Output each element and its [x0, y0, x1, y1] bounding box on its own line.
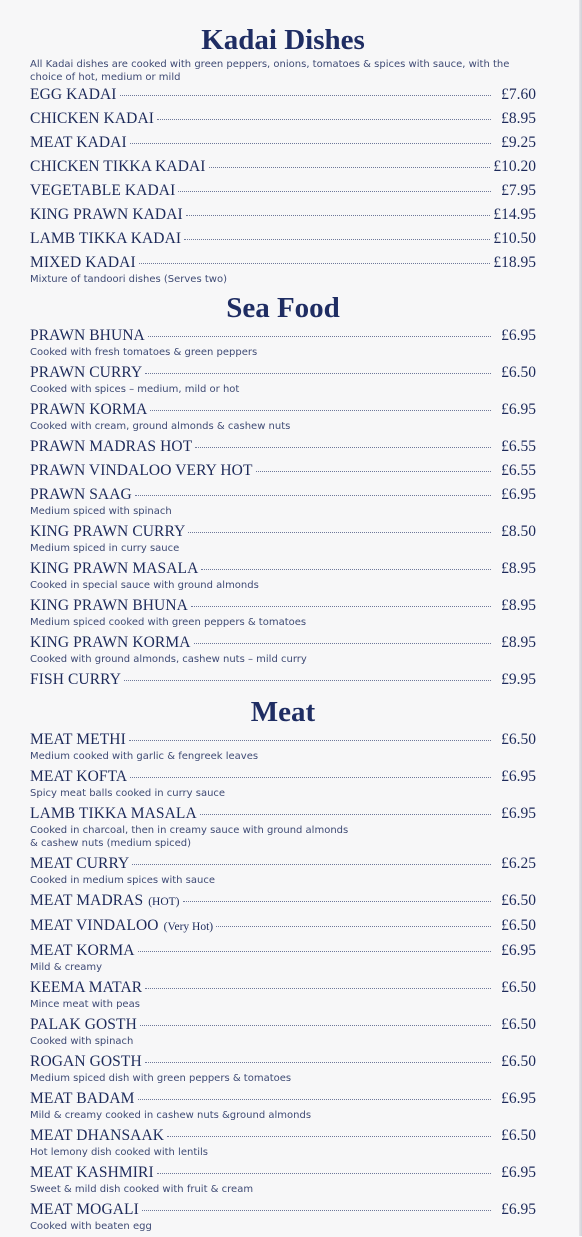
dot-leader [186, 215, 491, 216]
menu-item-row [30, 253, 536, 273]
dot-leader [145, 373, 491, 374]
dish-price: £6.95 [501, 401, 536, 418]
menu-item [30, 1126, 536, 1159]
dish-description: Cooked with ground almonds, cashew nuts – mild curry [30, 654, 307, 665]
dish-description: Cooked in special sauce with ground almonds [30, 580, 259, 591]
menu-item-row [30, 633, 536, 653]
menu-item [30, 1163, 536, 1196]
dish-price: £8.95 [501, 634, 536, 651]
menu-item [30, 633, 536, 666]
menu-item [30, 559, 536, 592]
dot-leader [183, 901, 491, 902]
menu-item-row [30, 1163, 536, 1183]
dish-description: Medium spiced dish with green peppers & tomatoes [30, 1073, 292, 1084]
dish-price: £7.95 [501, 182, 536, 199]
menu-item [30, 1089, 536, 1122]
section-title: Meat [250, 696, 316, 728]
dish-description: Cooked with spinach [30, 1036, 134, 1047]
menu-item [30, 730, 536, 763]
dish-price: £10.50 [493, 230, 536, 247]
dot-leader [200, 814, 491, 815]
dish-price: £18.95 [493, 254, 536, 271]
menu-item-row [30, 916, 536, 937]
dish-name: KING PRAWN BHUNA [30, 597, 188, 614]
menu-item [30, 916, 536, 937]
dish-price: £7.60 [501, 86, 536, 103]
menu-item [30, 109, 536, 129]
dish-name: LAMB TIKKA KADAI [30, 230, 182, 247]
menu-item-row [30, 1052, 536, 1072]
dish-price: £6.55 [501, 462, 536, 479]
dish-description: Mixture of tandoori dishes (Serves two) [30, 274, 227, 285]
menu-item [30, 1200, 536, 1233]
dish-price: £9.25 [501, 134, 536, 151]
dot-leader [150, 410, 491, 411]
menu-item [30, 767, 536, 800]
menu-item-row [30, 941, 536, 961]
dish-name: PRAWN VINDALOO VERY HOT [30, 462, 253, 479]
dot-leader [145, 988, 491, 989]
menu-item-row [30, 85, 536, 105]
menu-item-row [30, 1126, 536, 1146]
dish-price: £6.95 [501, 1090, 536, 1107]
menu-item [30, 804, 536, 850]
menu-item-row [30, 326, 536, 346]
menu-item [30, 326, 536, 359]
menu-item-row [30, 157, 536, 177]
dot-leader [216, 926, 491, 927]
menu-item [30, 1015, 536, 1048]
menu-item-row [30, 804, 536, 824]
menu-item-row [30, 1015, 536, 1035]
dot-leader [132, 864, 491, 865]
dish-description: Cooked with fresh tomatoes & green peppers [30, 347, 258, 358]
dish-heat-note: (Very Hot) [163, 921, 214, 933]
dish-description: Cooked in medium spices with sauce [30, 875, 215, 886]
menu-item [30, 941, 536, 974]
dot-leader [256, 471, 491, 472]
dish-price: £6.50 [501, 892, 536, 909]
dish-description: Mild & creamy [30, 962, 103, 973]
menu-item-row [30, 670, 536, 690]
dish-name: LAMB TIKKA MASALA [30, 805, 197, 822]
menu-item [30, 363, 536, 396]
dish-price: £6.95 [501, 327, 536, 344]
menu-item [30, 253, 536, 286]
dot-leader [124, 680, 491, 681]
dish-name: MEAT KASHMIRI [30, 1164, 154, 1181]
menu-item [30, 205, 536, 225]
menu-item-row [30, 767, 536, 787]
dish-price: £6.50 [501, 917, 536, 934]
menu-item [30, 522, 536, 555]
dot-leader [130, 777, 491, 778]
dish-name: PRAWN SAAG [30, 486, 132, 503]
dish-price: £6.50 [501, 1053, 536, 1070]
dish-name: VEGETABLE KADAI [30, 182, 176, 199]
menu-item-row [30, 559, 536, 579]
menu-item-row [30, 437, 536, 457]
dish-price: £14.95 [493, 206, 536, 223]
menu-item-row [30, 109, 536, 129]
dish-name: MEAT DHANSAAK [30, 1127, 165, 1144]
dish-price: £8.95 [501, 597, 536, 614]
menu-item-row [30, 978, 536, 998]
menu-item-row [30, 363, 536, 383]
dot-leader [148, 336, 491, 337]
dish-name: KING PRAWN KORMA [30, 634, 191, 651]
menu-item [30, 461, 536, 481]
dish-name: MEAT KADAI [30, 134, 127, 151]
menu-item [30, 670, 536, 690]
section-title: Sea Food [226, 292, 340, 324]
dot-leader [139, 263, 491, 264]
dish-price: £8.95 [501, 110, 536, 127]
dish-name: KING PRAWN MASALA [30, 560, 199, 577]
dish-price: £6.95 [501, 768, 536, 785]
menu-item-row [30, 891, 536, 912]
dot-leader [191, 606, 491, 607]
dish-description: Mince meat with peas [30, 999, 140, 1010]
dot-leader [138, 951, 492, 952]
dish-price: £6.95 [501, 1201, 536, 1218]
menu-item-row [30, 400, 536, 420]
dish-name: PRAWN CURRY [30, 364, 143, 381]
menu-item [30, 1052, 536, 1085]
dish-name: EGG KADAI [30, 86, 117, 103]
dish-name: MEAT MOGALI [30, 1201, 139, 1218]
menu-item [30, 437, 536, 457]
dish-description: Sweet & mild dish cooked with fruit & cream [30, 1184, 254, 1195]
section-title: Kadai Dishes [201, 24, 365, 56]
menu-item-row [30, 854, 536, 874]
dot-leader [157, 119, 491, 120]
menu-item-row [30, 485, 536, 505]
dot-leader [184, 239, 490, 240]
dish-description: Hot lemony dish cooked with lentils [30, 1147, 209, 1158]
menu-page [30, 22, 536, 1237]
dish-name: FISH CURRY [30, 671, 122, 688]
dish-description: Cooked with cream, ground almonds & cashew nuts [30, 421, 291, 432]
dish-name: PRAWN BHUNA [30, 327, 145, 344]
dish-heat-note: (HOT) [148, 896, 180, 908]
dish-price: £6.55 [501, 438, 536, 455]
dish-price: £6.50 [501, 1016, 536, 1033]
dish-price: £6.95 [501, 942, 536, 959]
dish-price: £6.50 [501, 979, 536, 996]
dot-leader [145, 1062, 491, 1063]
dish-name: MEAT KORMA [30, 942, 135, 959]
dish-price: £6.25 [501, 855, 536, 872]
dish-price: £10.20 [493, 158, 536, 175]
dot-leader [201, 569, 491, 570]
menu-item [30, 133, 536, 153]
menu-item [30, 854, 536, 887]
dish-description: Cooked in charcoal, then in creamy sauce with ground almonds & cashew nuts (medium spiced) [30, 825, 349, 849]
dish-price: £6.50 [501, 731, 536, 748]
section-intro: All Kadai dishes are cooked with green peppers, onions, tomatoes & spices with sauce, with the choice of hot, medium or mild [30, 59, 510, 83]
menu-item [30, 596, 536, 629]
dish-description: Medium spiced with spinach [30, 506, 172, 517]
dish-name: PALAK GOSTH [30, 1016, 137, 1033]
menu-item-row [30, 205, 536, 225]
dish-price: £6.95 [501, 805, 536, 822]
dish-name: MIXED KADAI [30, 254, 136, 271]
menu-section-kadai [30, 22, 536, 286]
dish-name: MEAT CURRY [30, 855, 130, 872]
dish-name: KEEMA MATAR [30, 979, 143, 996]
menu-item [30, 485, 536, 518]
dish-price: £9.95 [501, 671, 536, 688]
menu-item-row [30, 133, 536, 153]
dish-name: MEAT KOFTA [30, 768, 128, 785]
dish-name: KING PRAWN CURRY [30, 523, 186, 540]
dot-leader [167, 1136, 491, 1137]
dish-name: MEAT MADRAS [30, 892, 144, 909]
dish-price: £6.50 [501, 364, 536, 381]
menu-item [30, 978, 536, 1011]
dot-leader [188, 532, 491, 533]
menu-item [30, 85, 536, 105]
dish-name: MEAT VINDALOO [30, 917, 159, 934]
dot-leader [178, 191, 491, 192]
menu-item [30, 229, 536, 249]
dot-leader [140, 1025, 491, 1026]
dot-leader [157, 1173, 491, 1174]
dish-description: Mild & creamy cooked in cashew nuts &ground almonds [30, 1110, 312, 1121]
dot-leader [195, 447, 491, 448]
dish-name: PRAWN KORMA [30, 401, 148, 418]
menu-item [30, 181, 536, 201]
menu-item-row [30, 730, 536, 750]
dot-leader [209, 167, 491, 168]
menu-section-seafood [30, 290, 536, 690]
dish-name: KING PRAWN KADAI [30, 206, 183, 223]
dish-name: ROGAN GOSTH [30, 1053, 142, 1070]
dish-name: CHICKEN KADAI [30, 110, 154, 127]
menu-item [30, 891, 536, 912]
dish-description: Medium spiced in curry sauce [30, 543, 180, 554]
dish-price: £6.95 [501, 486, 536, 503]
menu-item [30, 157, 536, 177]
menu-item-row [30, 229, 536, 249]
menu-item-row [30, 1089, 536, 1109]
dish-name: MEAT BADAM [30, 1090, 135, 1107]
dish-price: £6.50 [501, 1127, 536, 1144]
menu-item [30, 400, 536, 433]
dish-price: £8.95 [501, 560, 536, 577]
dish-price: £8.50 [501, 523, 536, 540]
dish-name: MEAT METHI [30, 731, 126, 748]
dot-leader [129, 740, 491, 741]
dot-leader [130, 143, 491, 144]
dish-price: £6.95 [501, 1164, 536, 1181]
dish-name: PRAWN MADRAS HOT [30, 438, 193, 455]
menu-item-row [30, 522, 536, 542]
dish-name: CHICKEN TIKKA KADAI [30, 158, 206, 175]
dish-description: Medium cooked with garlic & fengreek leaves [30, 751, 259, 762]
dish-description: Cooked with beaten egg [30, 1221, 152, 1232]
dot-leader [120, 95, 491, 96]
dish-description: Medium spiced cooked with green peppers & tomatoes [30, 617, 307, 628]
dish-description: Cooked with spices – medium, mild or hot [30, 384, 240, 395]
dot-leader [138, 1099, 492, 1100]
menu-item-row [30, 1200, 536, 1220]
menu-item-row [30, 181, 536, 201]
menu-item-row [30, 596, 536, 616]
menu-section-meat [30, 694, 536, 1233]
menu-item-row [30, 461, 536, 481]
dot-leader [135, 495, 491, 496]
dish-description: Spicy meat balls cooked in curry sauce [30, 788, 226, 799]
dot-leader [194, 643, 491, 644]
dot-leader [142, 1210, 491, 1211]
